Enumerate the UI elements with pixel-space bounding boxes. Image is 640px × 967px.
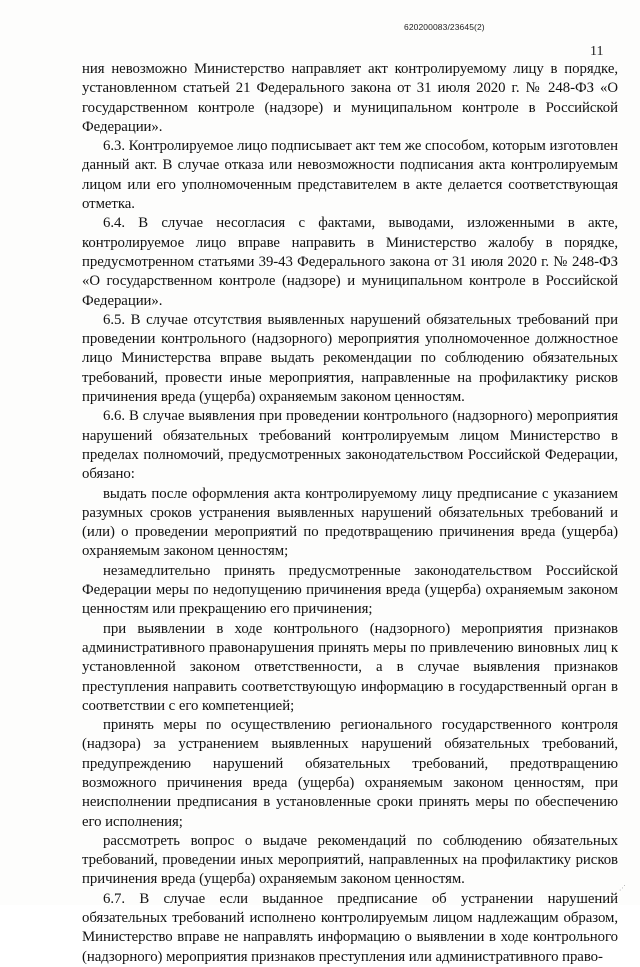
paragraph-6-6-item-5: рассмотреть вопрос о выдаче рекомендаций по соблюдению обязательных требований, проведении иных мероприятий, направленных на профилактику рисков причинения вреда (ущерба) охраняемым законом ценностям.: [82, 832, 618, 888]
paragraph-6-6: 6.6. В случае выявления при проведении контрольного (надзорного) мероприятия нарушений обязательных требований контролируемым лицом Министерство в пределах полномочий, предусмотренных законодательством Российской Федерации, обязано:: [82, 408, 618, 483]
paragraph-6-6-item-4: принять меры по осуществлению регионального государственного контроля (надзора) за устранением выявленных нарушений обязательных требований, предупреждению нарушений обязательных требований, предотвращению возможного причинения вреда (ущерба) охраняемым законом ценностям, при неисполнении предписания в установленные сроки принять меры по обеспечению его исполнения;: [82, 717, 618, 830]
paragraph-continuation: ния невозможно Министерство направляет акт контролируемому лицу в порядке, установленном статьей 21 Федерального закона от 31 июля 2020 г. № 248-ФЗ «О государственном контроле (надзоре) и муниципальном контроле в Российской Федерации».: [82, 61, 618, 135]
document-id: 620200083/23645(2): [404, 22, 485, 32]
paragraph-6-6-item-2: незамедлительно принять предусмотренные законодательством Российской Федерации меры по недопущению причинения вреда (ущерба) охраняемым законом ценностям или прекращению его причинения;: [82, 562, 618, 618]
paragraph-6-4: 6.4. В случае несогласия с фактами, выводами, изложенными в акте, контролируемое лицо вправе направить в Министерство жалобу в порядке, предусмотренном статьями 39-43 Федерального закона от 31 июля 2020 г. № 248-ФЗ «О государственном контроле (надзоре) и муниципальном контроле в Российской Федерации».: [82, 215, 618, 309]
paragraph-6-6-item-3: при выявлении в ходе контрольного (надзорного) мероприятия признаков административного правонарушения принять меры по привлечению виновных лиц к установленной законом ответственности, а в случае выявления признаков преступления направить соответствующую информацию в государственный орган в соответствии с его компетенцией;: [82, 620, 618, 714]
paragraph-6-7: 6.7. В случае если выданное предписание об устранении нарушений обязательных требований исполнено контролируемым лицом надлежащим образом, Министерство вправе не направлять информацию о выявлении в ходе контрольного (надзорного) мероприятия признаков преступления или административного право-: [82, 890, 618, 965]
page-number: 11: [590, 44, 604, 59]
paragraph-6-5: 6.5. В случае отсутствия выявленных нарушений обязательных требований при проведении контрольного (надзорного) мероприятия уполномоченное должностное лицо Министерства вправе выдать рекомендации по соблюдению обязательных требований, провести иные мероприятия, направленные на профилактику рисков причинения вреда (ущерба) охраняемым законом ценностям.: [82, 311, 618, 406]
document-body: [82, 60, 618, 967]
scan-artifact-mark: ⋰: [619, 884, 626, 892]
paragraph-6-6-item-1: выдать после оформления акта контролируемому лицу предписание с указанием разумных сроков устранения выявленных нарушений обязательных требований и (или) о проведении мероприятий по предотвращению причинения вреда (ущерба) охраняемым законом ценностям;: [82, 485, 618, 560]
paragraph-6-3: 6.3. Контролируемое лицо подписывает акт тем же способом, которым изготовлен данный акт. В случае отказа или невозможности подписания акта контролируемым лицом или его уполномоченным представителем в акте делается соответствующая отметка.: [82, 138, 618, 213]
